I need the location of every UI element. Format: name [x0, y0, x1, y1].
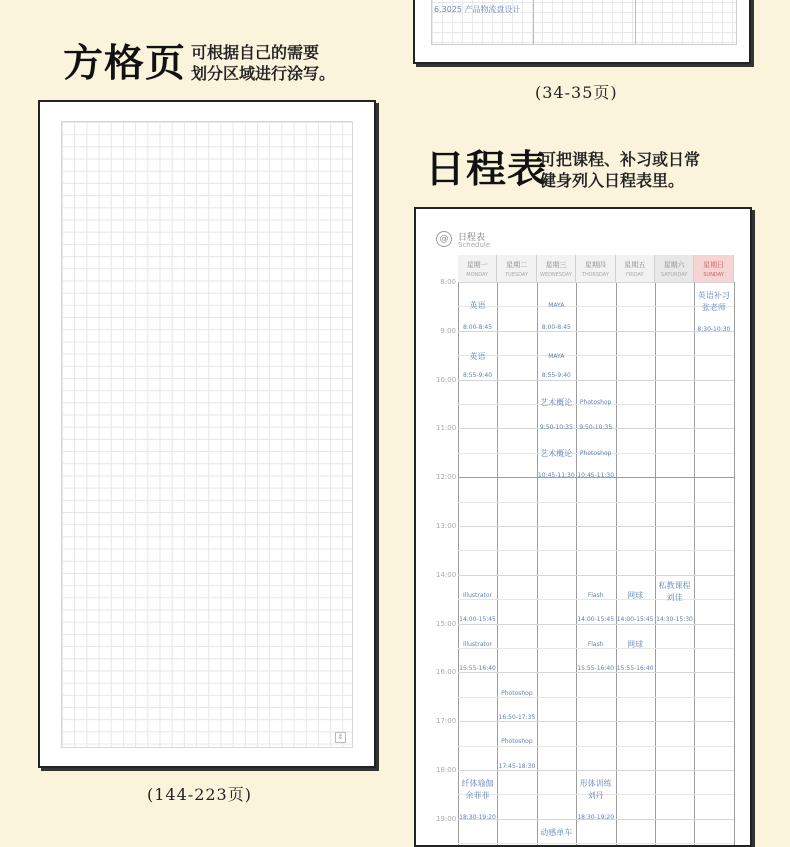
schedule-entry: 8:55-9:40: [462, 372, 493, 380]
spiral-icon: @: [436, 231, 452, 247]
time-label: 8:00: [440, 278, 456, 286]
row-line: [458, 282, 734, 283]
schedule-entry: 15:55-16:40: [577, 665, 615, 673]
day-header-en: MONDAY: [466, 272, 489, 278]
schedule-entry: Photoshop: [579, 399, 612, 407]
schedule-entry: 私教课程: [658, 581, 691, 591]
day-header: [655, 255, 694, 282]
schedule-entry: 艺术概论: [540, 449, 573, 459]
schedule-entry: Photoshop: [579, 450, 612, 458]
time-label: 10:00: [436, 375, 457, 384]
schedule-entry: 8:55-9:40: [541, 372, 571, 380]
time-label: 15:00: [436, 619, 457, 628]
time-label: 11:00: [436, 424, 457, 433]
schedule-section-desc-2: 健身列入日程表里。: [540, 171, 685, 190]
schedule-entry: 14:00-15:45: [616, 616, 654, 624]
square-grid: [61, 121, 353, 748]
grid-section-desc-1: 可根据自己的需要: [191, 43, 320, 62]
day-header-cn: 星期四: [584, 261, 606, 269]
day-header: [616, 255, 655, 282]
schedule-entry: Illustrator: [462, 640, 493, 648]
schedule-entry: 形体训练: [579, 778, 612, 788]
page-mark-icon: ⇕: [335, 732, 346, 743]
day-header: [537, 255, 576, 282]
column-line: [734, 282, 735, 847]
schedule-entry: 10:45-11:30: [577, 472, 615, 480]
schedule-section-desc-1: 可把课程、补习或日常: [540, 150, 701, 169]
row-line: [458, 502, 734, 503]
planner-page-preview-top: [413, 0, 751, 64]
schedule-entry: Photoshop: [501, 738, 533, 746]
row-line: [458, 380, 734, 381]
day-header-en: SUNDAY: [703, 272, 724, 278]
row-line: [458, 355, 734, 356]
day-header: [576, 255, 615, 282]
day-header-en: FRIDAY: [625, 272, 644, 278]
schedule-entry: 18:30-19:20: [577, 814, 615, 822]
schedule-entry: 14:00-15:45: [577, 616, 615, 624]
schedule-entry: 动感单车: [540, 827, 573, 837]
grid-page-preview: [38, 100, 376, 768]
schedule-entry: 张老师: [701, 303, 726, 313]
schedule-entry: 15:55-16:40: [459, 665, 496, 673]
day-header-en: SATURDAY: [661, 272, 688, 278]
schedule-page-title: 日程表: [458, 233, 486, 243]
column-line: [655, 282, 656, 847]
row-line: [458, 843, 734, 844]
time-label: 13:00: [436, 522, 457, 530]
top-page-grid: [431, 0, 737, 45]
day-header: [458, 255, 497, 282]
schedule-table: [436, 255, 734, 847]
schedule-entry: 纤体瑜伽: [461, 778, 494, 788]
schedule-entry: 网球: [627, 591, 644, 600]
row-line: [458, 575, 734, 576]
row-line: [458, 331, 734, 332]
time-label: 18:00: [436, 766, 457, 774]
schedule-entry: 艺术概论: [540, 398, 573, 408]
schedule-entry: Illustrator: [462, 592, 493, 599]
schedule-entry: 英语: [469, 351, 486, 361]
schedule-entry: 10:45-11:30: [537, 472, 575, 480]
schedule-entry: 8:00-8:45: [541, 323, 571, 331]
column-line: [694, 282, 695, 847]
day-header-en: TUESDAY: [505, 272, 529, 278]
schedule-entry: 8:30-10:30: [697, 326, 731, 334]
schedule-entry: 刘丹: [587, 791, 604, 801]
schedule-page-preview: [414, 207, 752, 847]
top-page-note: 6.3025 产品物流盘设计: [434, 5, 521, 14]
schedule-entry: 刘佳: [666, 593, 683, 603]
grid-section-title: 方格页: [63, 41, 186, 85]
schedule-entry: MAYA: [548, 352, 565, 360]
day-header-en: WEDNESDAY: [540, 272, 572, 278]
day-header-en: THURSDAY: [581, 272, 609, 278]
day-header-cn: 星期一: [466, 261, 488, 269]
day-header: [694, 255, 733, 282]
schedule-entry: 14:30-15:30: [656, 616, 693, 624]
schedule-entry: 英语: [469, 300, 486, 310]
time-label: 17:00: [436, 717, 457, 726]
day-header-cn: 星期五: [624, 261, 646, 269]
schedule-entry: 英语补习: [697, 290, 730, 300]
column-line: [576, 282, 577, 847]
day-header-cn: 星期三: [545, 261, 567, 269]
schedule-entry: 17:45-18:30: [498, 762, 536, 770]
time-label: 9:00: [440, 326, 456, 335]
top-page-divider: [533, 0, 534, 44]
schedule-entry: 9:50-10:35: [539, 423, 573, 431]
schedule-section-title: 日程表: [425, 147, 548, 191]
schedule-entry: 16:50-17:35: [498, 714, 536, 721]
schedule-entry: 15:55-16:40: [616, 665, 654, 673]
time-label: 19:00: [436, 814, 457, 823]
row-line: [458, 526, 734, 527]
row-line: [458, 306, 734, 307]
column-line: [616, 282, 617, 847]
schedule-entry: Flash: [587, 640, 604, 648]
top-page-divider: [635, 0, 636, 44]
row-line: [458, 550, 734, 551]
day-header: [497, 255, 536, 282]
schedule-entry: Flash: [587, 592, 604, 599]
schedule-entry: 18:30-19:20: [459, 814, 496, 822]
column-line: [537, 282, 538, 847]
grid-section-desc-2: 划分区域进行涂写。: [191, 64, 336, 83]
time-label: 12:00: [436, 473, 457, 482]
time-label: 16:00: [436, 668, 457, 677]
schedule-entry: 网球: [627, 639, 644, 649]
grid-page-caption: (144-223页): [147, 785, 252, 804]
time-label: 14:00: [436, 570, 457, 579]
column-line: [458, 282, 459, 847]
schedule-entry: Photoshop: [501, 689, 533, 697]
day-header-cn: 星期日: [703, 261, 725, 269]
top-page-caption: (34-35页): [535, 83, 618, 102]
schedule-page-subtitle: Schedule: [458, 241, 491, 249]
schedule-entry: MAYA: [548, 301, 565, 309]
schedule-entry: 8:00-8:45: [462, 323, 493, 331]
schedule-entry: 余菲菲: [465, 791, 490, 801]
schedule-entry: 9:50-10:35: [579, 423, 613, 431]
schedule-entry: 14:00-15:45: [459, 616, 496, 624]
day-header-cn: 星期六: [663, 261, 685, 269]
day-header-cn: 星期二: [506, 261, 528, 269]
